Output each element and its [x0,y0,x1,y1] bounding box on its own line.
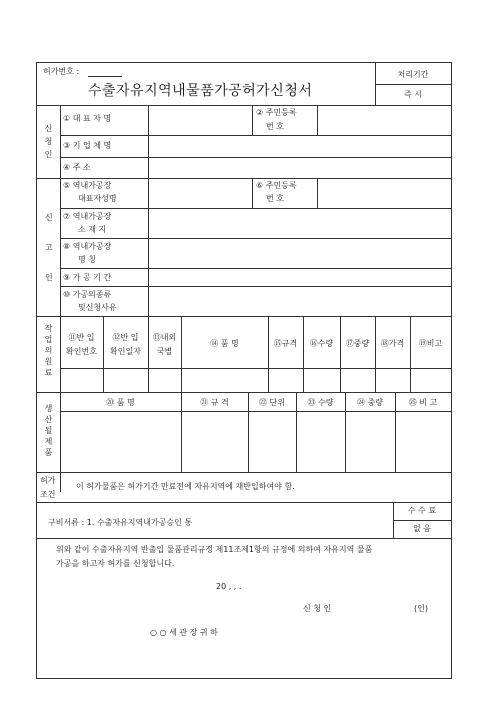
address-label: ④ 주 소 [63,163,91,172]
col-quantity: ⑯수량 [309,339,334,348]
form-frame [36,62,452,679]
divider [36,538,451,539]
declarant-label-1: 신 [45,213,53,222]
divider [60,411,451,412]
seal-mark: (인) [414,604,428,613]
divider [36,316,451,317]
product-col-weight: ㉔ 중량 [357,398,383,407]
divider [252,105,253,135]
applicant-sign-label: 신 청 인 [303,604,332,613]
condition-label-2: 조건 [40,490,56,499]
divider [60,238,451,239]
permit-number-underline [88,76,122,77]
products-section-label: 생산될제품 [44,404,53,457]
processing-period-label: 처리기간 [397,70,429,79]
divider [268,316,269,392]
col-spec: ⑮규격 [273,339,298,348]
divider [60,268,451,269]
col-origin-2: 국별 [156,347,173,356]
divider [393,520,451,521]
divider [36,105,451,106]
col-weight: ⑰중량 [345,339,370,348]
divider [181,316,182,392]
divider [410,316,411,392]
plant-location-label-2: 소 재 지 [78,225,107,234]
divider [36,472,451,473]
plant-name-label-1: ⑧ 역내가공장 [63,242,112,251]
condition-label-1: 허가 [40,476,56,485]
plant-rep-label-2: 대표자성명 [78,194,117,203]
divider [60,157,451,158]
divider [36,502,451,503]
divider [36,392,451,393]
raw-materials-section-label: 작업의원료 [44,324,53,377]
applicant-section-label: 신청인 [44,124,53,159]
divider [252,178,253,208]
plant-rep-label-1: ⑤ 역내가공장 [63,181,112,190]
divider [303,316,304,392]
fee-label: 수 수 료 [407,506,437,515]
product-col-quantity: ㉓ 수량 [307,398,334,407]
processing-type-label-1: ⑩ 가공의종류 [63,290,112,299]
plant-resident-no-label-1: ⑥ 주민등록 [256,181,297,190]
divider [148,178,149,316]
rep-name-label: ① 대 표 자 명 [63,114,112,123]
processing-period-value: 즉 시 [404,90,422,99]
product-col-unit: ㉒ 단위 [259,398,285,407]
divider [340,316,341,392]
condition-text: 이 허가물품은 허가기간 만료전에 자유지역에 재반입하여야 함. [76,482,295,491]
product-col-remarks: ㉕ 비 고 [408,398,438,407]
divider [148,105,149,178]
col-import-confirm-no-2: 확인번호 [66,347,97,356]
statement-line-2: 가공을 하고자 허가를 신청합니다. [56,559,175,568]
divider [60,286,451,287]
col-import-confirm-no-1: ⑪반 입 [68,333,95,342]
company-name-label: ③ 기 업 체 명 [63,141,112,150]
declarant-label-3: 인 [45,273,53,282]
processing-period-field-label: ⑨ 가 공 기 간 [63,273,112,282]
resident-no-label-1: ② 주민등록 [256,108,297,117]
permit-number-label: 허가번호 : [43,67,80,76]
divider [60,208,451,209]
processing-type-label-2: 및신청사유 [78,303,117,312]
col-import-confirm-date-1: ⑫반 입 [112,333,139,342]
col-import-confirm-date-2: 확인일자 [110,347,141,356]
application-date: 20 , , . [216,582,242,591]
declarant-label-2: 고 [45,243,53,252]
addressee: ○ ○ 세 관 장 귀 하 [150,628,218,637]
product-col-item-name: ⑳ 품 명 [106,398,135,407]
col-item-name: ⑭ 품 명 [210,339,239,348]
fee-value: 없 음 [413,524,431,533]
attachments-text: 구비서류 : 1. 수출자유지역내가공승인 통 [48,518,193,527]
plant-resident-no-label-2: 번 호 [266,194,284,203]
form-title: 수출자유지역내물품가공허가신청서 [88,83,313,99]
divider [36,178,451,179]
col-origin-1: ⑬내외 [152,333,177,342]
divider [317,105,318,135]
col-price: ⑱가격 [380,339,405,348]
col-remarks: ⑲비고 [418,339,443,348]
divider [60,105,61,492]
statement-line-1: 위와 같이 수출자유지역 반출입 물품관리규정 제11조제1항의 규정에 의하여 자유지역 물품 [56,545,373,554]
divider [375,84,451,85]
divider [60,368,451,369]
product-col-spec: ㉑ 규 격 [200,398,229,407]
plant-location-label-1: ⑦ 역내가공장 [63,212,112,221]
divider [317,178,318,208]
divider [60,135,451,136]
resident-no-label-2: 번 호 [266,122,284,131]
plant-name-label-2: 명 칭 [78,255,96,264]
divider [375,316,376,392]
